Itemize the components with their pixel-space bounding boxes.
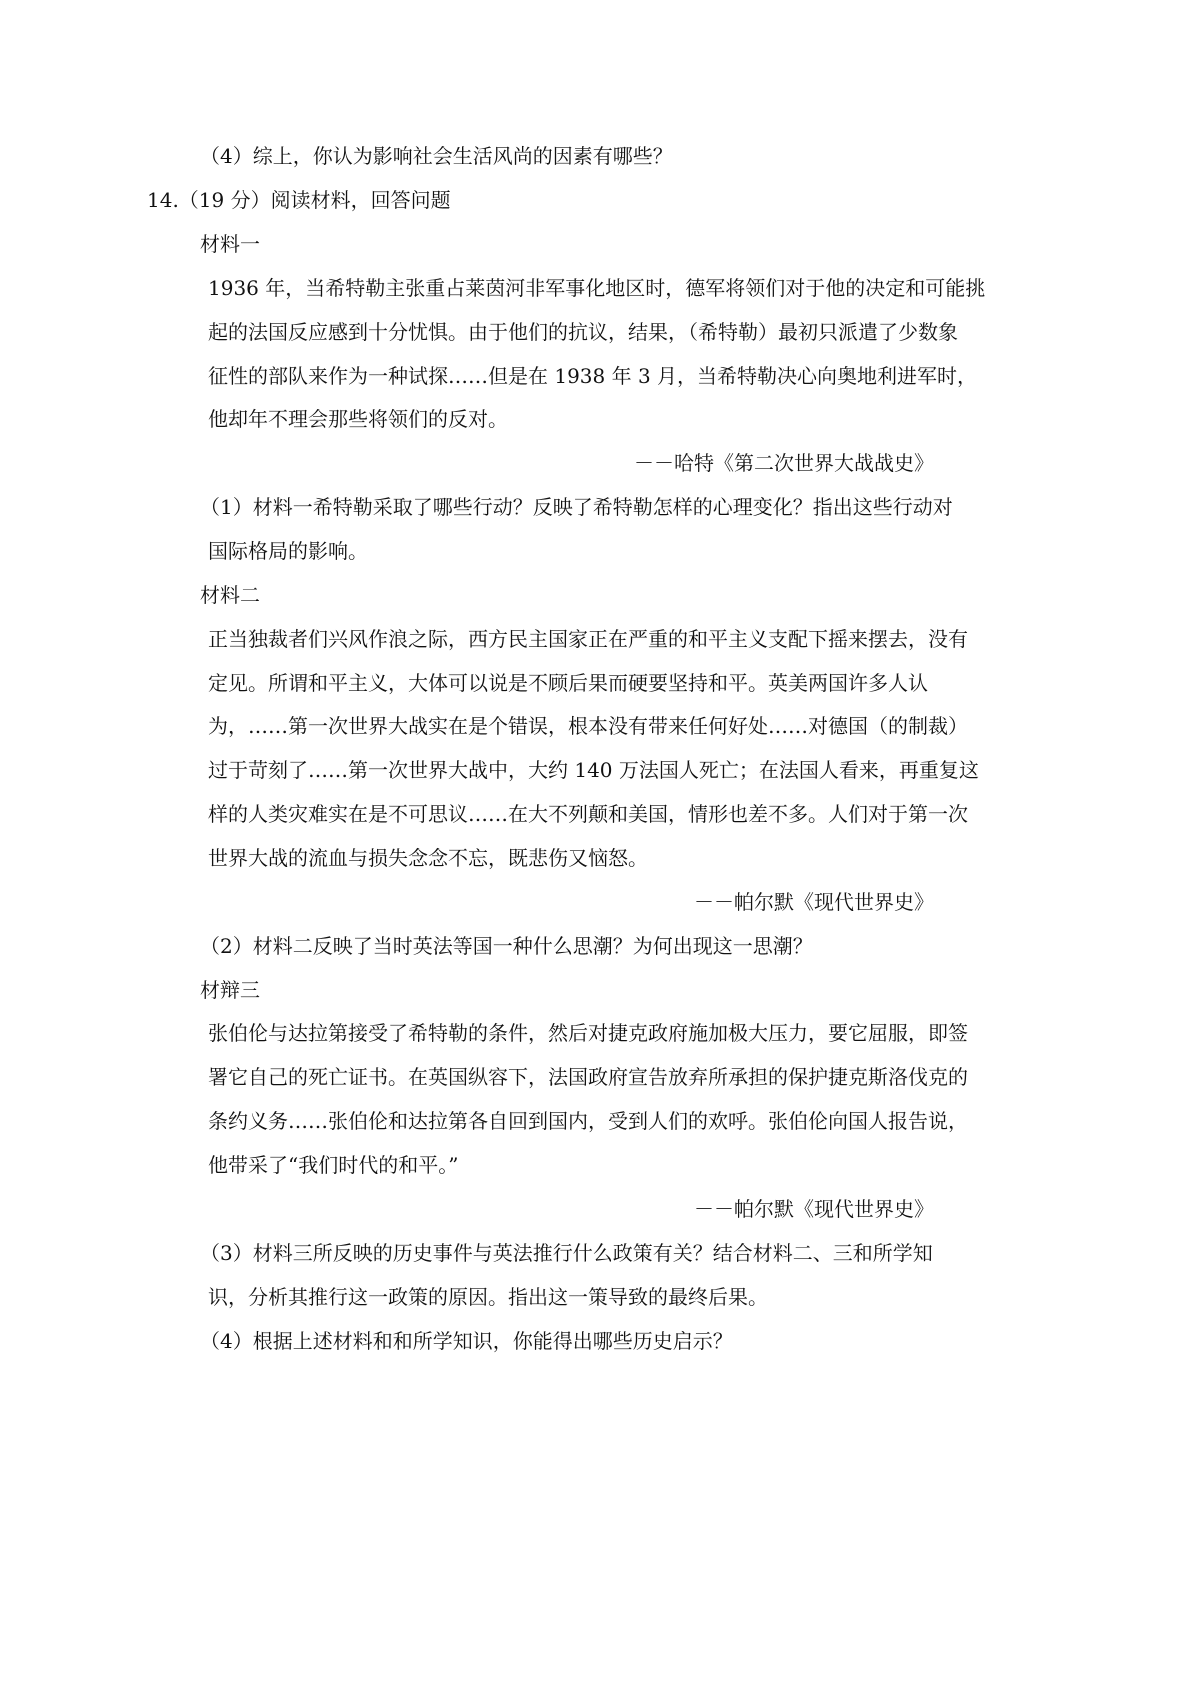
question3-line: （3）材料三所反映的历史事件与英法推行什么政策有关？结合材料二、三和所学知 (200, 1241, 933, 1265)
material2-label: 材料二 (200, 583, 260, 607)
material2-line: 过于苛刻了……第一次世界大战中，大约 140 万法国人死亡；在法国人看来，再重复这 (208, 758, 979, 782)
material3-label: 材辩三 (200, 978, 260, 1002)
material1-line: 征性的部队来作为一种试探……但是在 1938 年 3 月，当希特勒决心向奥地利进军时， (208, 364, 978, 388)
material1-source: －－哈特《第二次世界大战战史》 (634, 451, 934, 475)
material1-label: 材料一 (200, 232, 260, 256)
material3-line: 他带采了“我们时代的和平。” (208, 1153, 459, 1177)
material2-line: 世界大战的流血与损失念念不忘，既悲伤又恼怒。 (208, 846, 648, 870)
material1-line: 他却年不理会那些将领们的反对。 (208, 407, 508, 431)
material1-line: 起的法国反应感到十分忧惧。由于他们的抗议，结果，（希特勒）最初只派遣了少数象 (208, 320, 958, 344)
material3-line: 条约义务……张伯伦和达拉第各自回到国内，受到人们的欢呼。张伯伦向国人报告说， (208, 1109, 968, 1133)
question2: （2）材料二反映了当时英法等国一种什么思潮？为何出现这一思潮？ (200, 934, 813, 958)
material3-line: 张伯伦与达拉第接受了希特勒的条件，然后对捷克政府施加极大压力，要它屈服，即签 (208, 1021, 968, 1045)
material3-source: －－帕尔默《现代世界史》 (694, 1197, 934, 1221)
q13-subquestion-4: （4）综上，你认为影响社会生活风尚的因素有哪些？ (200, 144, 673, 168)
material1-line: 1936 年，当希特勒主张重占莱茵河非军事化地区时，德军将领们对于他的决定和可能挑 (208, 276, 986, 300)
material2-source: －－帕尔默《现代世界史》 (694, 890, 934, 914)
question4: （4）根据上述材料和和所学知识，你能得出哪些历史启示？ (200, 1329, 733, 1353)
question3-line: 识，分析其推行这一政策的原因。指出这一策导致的最终后果。 (208, 1285, 768, 1309)
question1-line: （1）材料一希特勒采取了哪些行动？反映了希特勒怎样的心理变化？指出这些行动对 (200, 495, 953, 519)
question1-line: 国际格局的影响。 (208, 539, 368, 563)
material2-line: 正当独裁者们兴风作浪之际，西方民主国家正在严重的和平主义支配下摇来摆去，没有 (208, 627, 968, 651)
q14-title: 14.（19 分）阅读材料，回答问题 (147, 188, 451, 212)
material2-line: 定见。所谓和平主义，大体可以说是不顾后果而硬要坚持和平。英美两国许多人认 (208, 671, 928, 695)
material2-line: 为，……第一次世界大战实在是个错误，根本没有带来任何好处……对德国（的制裁） (208, 714, 968, 738)
material2-line: 样的人类灾难实在是不可思议……在大不列颠和美国，情形也差不多。人们对于第一次 (208, 802, 968, 826)
material3-line: 署它自己的死亡证书。在英国纵容下，法国政府宣告放弃所承担的保护捷克斯洛伐克的 (208, 1065, 968, 1089)
